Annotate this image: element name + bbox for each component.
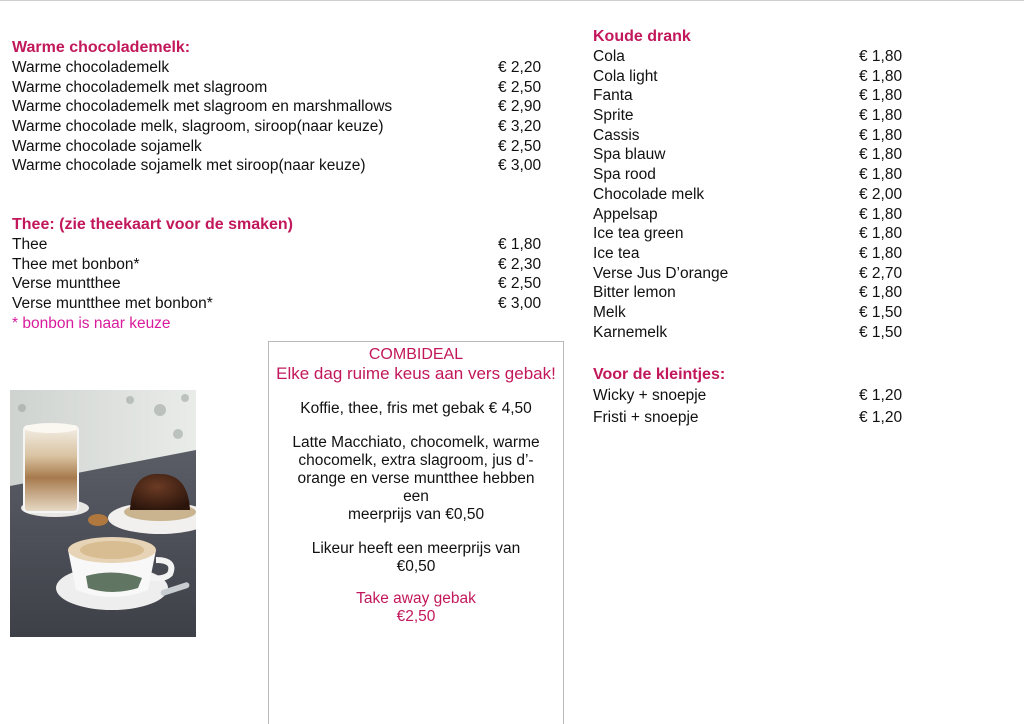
menu-item-name: Sprite xyxy=(593,107,634,125)
menu-item-price: € 2,90 xyxy=(498,98,542,116)
text-line: een xyxy=(403,488,429,505)
menu-item-name: Chocolade melk xyxy=(593,185,705,203)
combideal-likeur xyxy=(269,540,563,576)
menu-item xyxy=(593,303,923,323)
combideal-subtitle: Elke dag ruime keus aan vers gebak! xyxy=(276,364,556,383)
text-line: orange en verse muntthee hebben xyxy=(297,470,535,487)
section-heading: Thee: (zie theekaart voor de smaken) xyxy=(12,216,293,233)
combideal-box xyxy=(268,341,564,724)
menu-item xyxy=(593,47,923,67)
menu-item-name: Cola light xyxy=(593,67,658,85)
menu-item-name: Warme chocolademelk xyxy=(12,59,170,76)
menu-item xyxy=(12,235,552,255)
menu-item-name: Spa blauw xyxy=(593,146,666,164)
menu-item-price: € 1,80 xyxy=(859,107,903,125)
combideal-title: COMBIDEAL xyxy=(368,346,464,363)
menu-item-price: € 2,50 xyxy=(498,275,542,293)
menu-item-price: € 2,50 xyxy=(498,137,542,155)
menu-item-price: € 1,80 xyxy=(859,126,903,144)
section-voor-de-kleintjes xyxy=(593,365,923,429)
menu-item-name: Wicky + snoepje xyxy=(593,387,707,404)
menu-item xyxy=(593,145,923,165)
menu-item-price: € 2,70 xyxy=(859,264,903,282)
menu-item-price: € 1,80 xyxy=(859,87,903,105)
menu-item-price: € 2,30 xyxy=(498,255,542,273)
menu-item-name: Thee met bonbon* xyxy=(12,255,140,273)
menu-item xyxy=(593,126,923,146)
menu-item-name: Cola xyxy=(593,48,625,65)
menu-item xyxy=(593,264,923,284)
menu-item-price: € 2,00 xyxy=(859,185,903,203)
menu-list xyxy=(593,47,923,342)
section-heading: Warme chocolademelk: xyxy=(12,39,191,56)
menu-item-price: € 1,80 xyxy=(859,48,903,65)
menu-item xyxy=(593,283,923,303)
menu-item-price: € 1,20 xyxy=(859,387,903,404)
menu-item-price: € 3,00 xyxy=(498,157,542,175)
text-line: Likeur heeft een meerprijs van xyxy=(311,540,521,557)
text-line: Latte Macchiato, chocomelk, warme xyxy=(292,434,540,451)
menu-list xyxy=(12,58,552,176)
menu-item xyxy=(593,323,923,343)
menu-item-name: Ice tea xyxy=(593,244,640,262)
menu-item xyxy=(12,78,552,98)
menu-item xyxy=(593,205,923,225)
menu-item xyxy=(12,294,552,314)
menu-item-price: € 1,80 xyxy=(859,166,903,184)
menu-item xyxy=(12,117,552,137)
menu-item-name: Spa rood xyxy=(593,166,656,184)
coffee-cake-illustration xyxy=(10,390,196,637)
menu-item-name: Bitter lemon xyxy=(593,284,676,302)
text-line: chocomelk, extra slagroom, jus d’- xyxy=(298,452,534,469)
menu-item-name: Warme chocolade sojamelk met siroop(naar keuze) xyxy=(12,157,366,175)
menu-item-name: Verse muntthee met bonbon* xyxy=(12,295,213,313)
menu-item-price: € 1,80 xyxy=(859,244,903,262)
menu-item-price: € 1,80 xyxy=(859,205,903,223)
menu-item xyxy=(12,156,552,176)
menu-item xyxy=(593,67,923,87)
text-line: meerprijs van €0,50 xyxy=(347,506,485,523)
menu-item xyxy=(593,385,923,407)
menu-item-name: Fristi + snoepje xyxy=(593,409,699,426)
menu-item xyxy=(593,165,923,185)
menu-item-price: € 1,50 xyxy=(859,323,903,341)
section-warme-chocolademelk xyxy=(12,38,552,176)
menu-item-name: Verse Jus D’orange xyxy=(593,264,729,282)
menu-item-name: Verse muntthee xyxy=(12,275,121,293)
menu-item-name: Fanta xyxy=(593,87,633,105)
menu-item-price: € 3,20 xyxy=(498,118,542,136)
section-koude-drank xyxy=(593,27,923,342)
menu-item xyxy=(593,86,923,106)
combideal-deal: Koffie, thee, fris met gebak € 4,50 xyxy=(300,400,532,417)
combideal-extra xyxy=(269,434,563,524)
takeaway-title: Take away gebak xyxy=(356,590,476,607)
menu-item xyxy=(12,58,552,78)
menu-item-name: Appelsap xyxy=(593,205,658,223)
menu-item xyxy=(593,224,923,244)
text-line: €0,50 xyxy=(396,558,436,575)
menu-item-price: € 1,80 xyxy=(859,146,903,164)
menu-item-price: € 1,80 xyxy=(859,67,903,85)
menu-list xyxy=(593,385,923,429)
menu-item xyxy=(12,137,552,157)
menu-item-name: Thee xyxy=(12,236,48,253)
section-heading: Voor de kleintjes: xyxy=(593,366,726,383)
menu-item xyxy=(593,407,923,429)
bonbon-note: * bonbon is naar keuze xyxy=(12,314,171,332)
menu-item-price: € 2,20 xyxy=(498,59,542,76)
menu-item-name: Warme chocolademelk met slagroom xyxy=(12,78,268,96)
menu-item xyxy=(593,185,923,205)
menu-item-name: Melk xyxy=(593,303,626,321)
coffee-cake-photo xyxy=(10,390,196,637)
menu-item xyxy=(593,244,923,264)
menu-item-name: Warme chocolademelk met slagroom en marshmallows xyxy=(12,98,393,116)
menu-item-price: € 1,50 xyxy=(859,303,903,321)
menu-item-name: Cassis xyxy=(593,126,640,144)
takeaway-price: €2,50 xyxy=(396,608,436,625)
menu-item-price: € 1,80 xyxy=(859,284,903,302)
menu-item-name: Warme chocolade sojamelk xyxy=(12,137,202,155)
menu-item-price: € 1,80 xyxy=(498,236,542,253)
menu-item xyxy=(12,255,552,275)
menu-list xyxy=(12,235,552,314)
menu-item-name: Karnemelk xyxy=(593,323,668,341)
menu-item-price: € 1,80 xyxy=(859,225,903,243)
menu-item-price: € 1,20 xyxy=(859,409,903,426)
menu-item xyxy=(12,274,552,294)
section-heading: Koude drank xyxy=(593,28,691,45)
menu-item-name: Ice tea green xyxy=(593,225,684,243)
menu-item xyxy=(593,106,923,126)
menu-item-name: Warme chocolade melk, slagroom, siroop(naar keuze) xyxy=(12,118,384,136)
section-thee xyxy=(12,215,552,334)
menu-item-price: € 2,50 xyxy=(498,78,542,96)
menu-item-price: € 3,00 xyxy=(498,295,542,313)
menu-item xyxy=(12,97,552,117)
top-border xyxy=(0,0,1024,1)
